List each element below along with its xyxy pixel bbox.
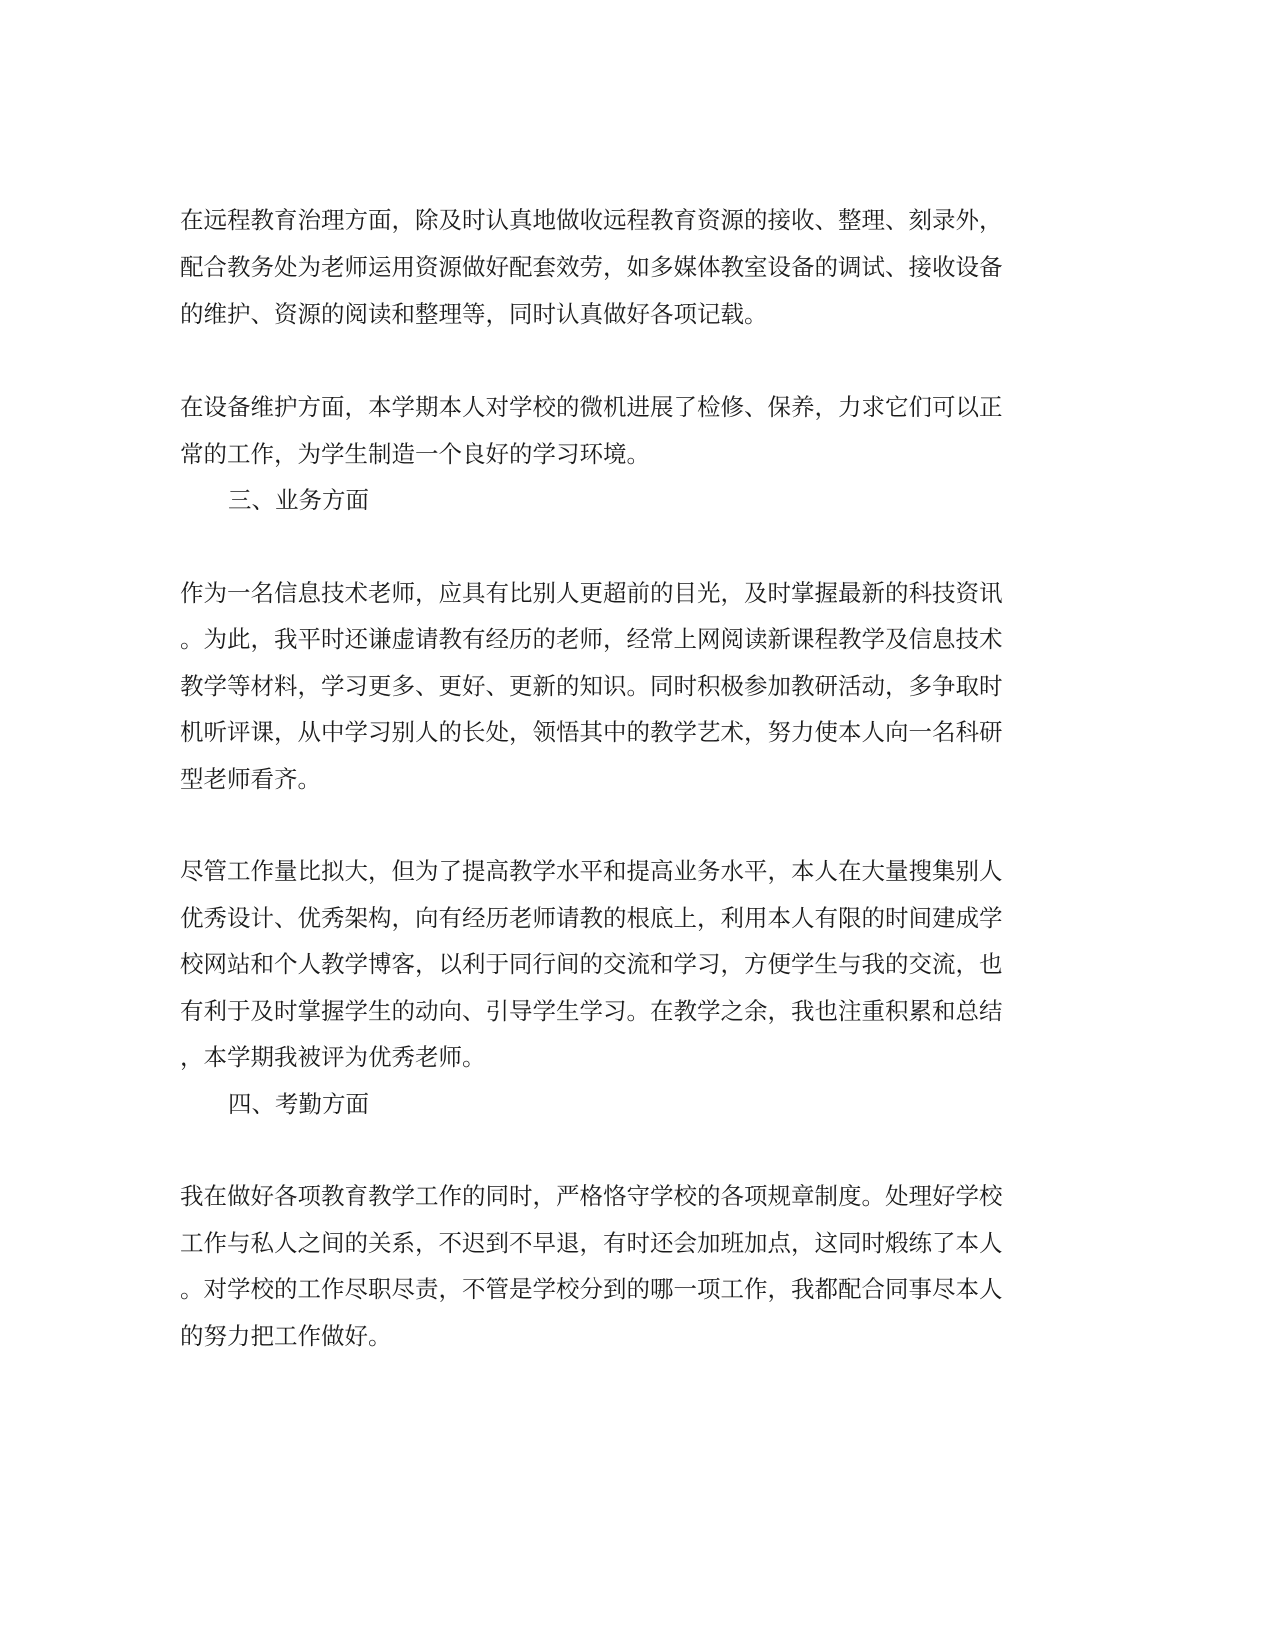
text-line: 的维护、资源的阅读和整理等，同时认真做好各项记载。: [180, 300, 768, 328]
text-line: 。为此，我平时还谦虚请教有经历的老师，经常上网阅读新课程教学及信息技术: [180, 625, 1003, 653]
text-line: 型老师看齐。: [180, 765, 321, 793]
text-line: 配合教务处为老师运用资源做好配套效劳，如多媒体教室设备的调试、接收设备: [180, 253, 1003, 281]
text-line: 尽管工作量比拟大，但为了提高教学水平和提高业务水平，本人在大量搜集别人: [180, 857, 1003, 885]
text-line: 常的工作，为学生制造一个良好的学习环境。: [180, 440, 650, 468]
text-line: 作为一名信息技术老师，应具有比别人更超前的目光，及时掌握最新的科技资讯: [180, 579, 1003, 607]
text-line: 有利于及时掌握学生的动向、引导学生学习。在教学之余，我也注重积累和总结: [180, 997, 1003, 1025]
text-line: 机听评课，从中学习别人的长处，领悟其中的教学艺术，努力使本人向一名科研: [180, 718, 1003, 746]
text-line: 我在做好各项教育教学工作的同时，严格恪守学校的各项规章制度。处理好学校: [180, 1182, 1003, 1210]
text-line: 在设备维护方面，本学期本人对学校的微机进展了检修、保养，力求它们可以正: [180, 393, 1003, 421]
text-line: 校网站和个人教学博客，以利于同行间的交流和学习，方便学生与我的交流，也: [180, 950, 1003, 978]
text-line: 教学等材料，学习更多、更好、更新的知识。同时积极参加教研活动，多争取时: [180, 672, 1003, 700]
text-line: ，本学期我被评为优秀老师。: [180, 1043, 486, 1071]
text-line: 工作与私人之间的关系，不迟到不早退，有时还会加班加点，这同时煅练了本人: [180, 1229, 1003, 1257]
text-line: 。对学校的工作尽职尽责，不管是学校分到的哪一项工作，我都配合同事尽本人: [180, 1275, 1003, 1303]
text-line: 的努力把工作做好。: [180, 1322, 392, 1350]
section-heading-business: 三、业务方面: [228, 486, 369, 514]
text-line: 在远程教育治理方面，除及时认真地做收远程教育资源的接收、整理、刻录外，: [180, 206, 1003, 234]
section-heading-attendance: 四、考勤方面: [228, 1090, 369, 1118]
text-line: 优秀设计、优秀架构，向有经历老师请教的根底上，利用本人有限的时间建成学: [180, 904, 1003, 932]
